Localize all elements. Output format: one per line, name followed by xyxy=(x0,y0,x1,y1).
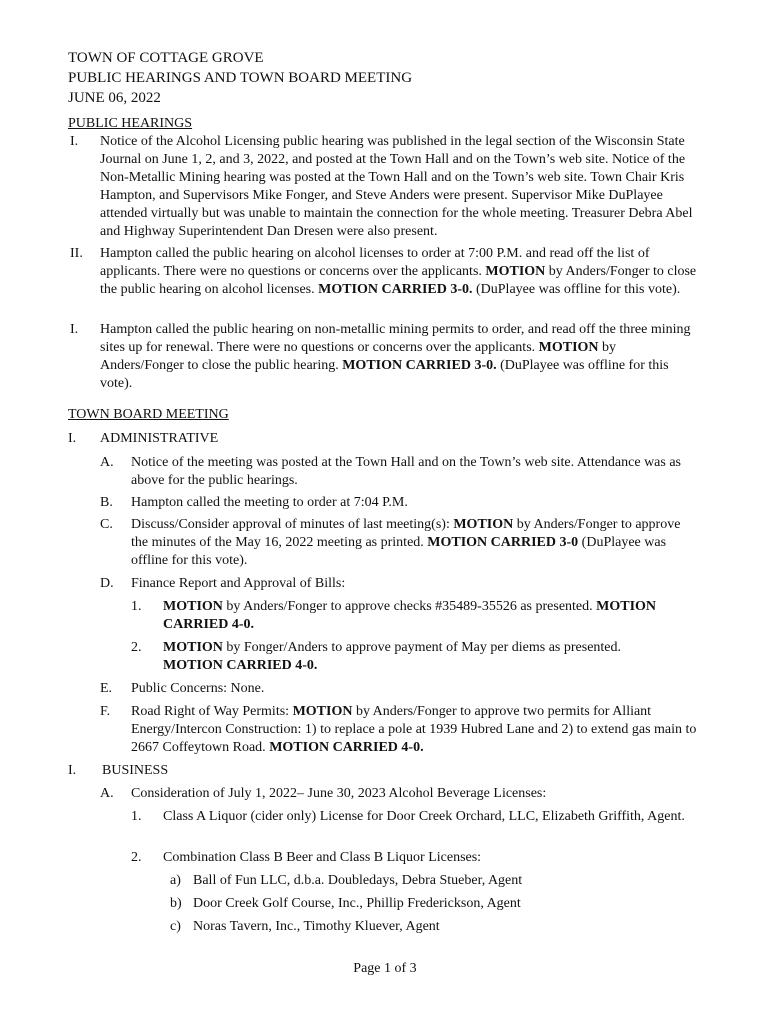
item-letter: D. xyxy=(100,576,114,591)
item-letter: A. xyxy=(100,786,114,801)
document-header xyxy=(68,48,412,108)
item-text xyxy=(131,703,701,757)
item-letter: E. xyxy=(100,681,113,696)
page-footer: Page 1 of 3 xyxy=(353,961,417,976)
header-town: TOWN OF COTTAGE GROVE xyxy=(68,50,264,66)
item-text: Ball of Fun LLC, d.b.a. Doubledays, Debra Stueber, Agent xyxy=(193,873,523,888)
motion-label: MOTION xyxy=(292,704,353,719)
item-text: Notice of the meeting was posted at the Town Hall and on the Town’s web site. Attendance was as above for the public hearings. xyxy=(131,455,682,488)
text-run: (DuPlayee was offline for this vote). xyxy=(131,535,667,568)
text-run: by Anders/Fonger to close the public hearing on alcohol licenses. xyxy=(100,264,697,297)
section-label: BUSINESS xyxy=(102,763,169,778)
motion-label: MOTION xyxy=(163,640,223,655)
motion-label: MOTION xyxy=(485,264,546,279)
text-run: Road Right of Way Permits: xyxy=(131,704,293,719)
motion-result: MOTION CARRIED 3-0. xyxy=(318,282,473,297)
hearing-number: II. xyxy=(70,246,83,261)
item-text: Consideration of July 1, 2022– June 30, 2023 Alcohol Beverage Licenses: xyxy=(131,786,547,801)
section-label: ADMINISTRATIVE xyxy=(100,431,219,446)
header-date: JUNE 06, 2022 xyxy=(68,90,161,106)
item-text: Combination Class B Beer and Class B Liquor Licenses: xyxy=(163,850,482,865)
item-number: 1. xyxy=(131,809,142,824)
header-meeting: PUBLIC HEARINGS AND TOWN BOARD MEETING xyxy=(68,70,413,86)
item-letter: b) xyxy=(170,896,182,911)
item-text: Door Creek Golf Course, Inc., Phillip Frederickson, Agent xyxy=(193,896,521,911)
motion-label: MOTION xyxy=(538,340,599,355)
section-number: I. xyxy=(68,763,77,778)
motion-result: MOTION CARRIED 4-0. xyxy=(163,599,657,632)
text-run: by Anders/Fonger to approve the minutes of the May 16, 2022 meeting as printed. xyxy=(131,517,681,550)
text-run: Hampton called the public hearing on non-metallic mining permits to order, and read off the three mining sites up for renewal. There were no questions or concerns over the applicants. xyxy=(100,322,691,355)
town-board-heading: TOWN BOARD MEETING xyxy=(68,407,229,422)
text-run: by Anders/Fonger to approve two permits for Alliant Energy/Intercon Construction: 1) to replace a pole at 1939 Hubred Lane and 2) to extend gas main to 2667 Coffeytown Road. xyxy=(131,704,697,755)
item-text xyxy=(163,598,703,634)
motion-result: MOTION CARRIED 3-0 xyxy=(427,535,579,550)
motion-result: MOTION CARRIED 3-0. xyxy=(342,358,497,373)
item-letter: c) xyxy=(170,919,181,934)
hearing-text: Notice of the Alcohol Licensing public hearing was published in the legal section of the Wisconsin State Journal on June 1, 2, and 3, 2022, and posted at the Town Hall and on the Town’s web site. Notice of the Non-Metallic Mining hearing was posted at the Town Hall and on the Town’s web site. Town Chair Kris Hampton, and Supervisors Mike Fonger, and Steve Anders were present. Supervisor Mike DuPlayee attended virtually but was unable to maintain the connection for the whole meeting. Treasurer Debra Abel and Highway Superintendent Dan Dresen were also present. xyxy=(100,134,693,239)
item-number: 1. xyxy=(131,599,142,614)
hearing-text xyxy=(100,245,700,299)
item-number: 2. xyxy=(131,850,142,865)
item-text xyxy=(131,516,696,570)
text-run: Hampton called the public hearing on alcohol licenses to order at 7:00 P.M. and read off the list of applicants. There were no questions or concerns over the applicants. xyxy=(100,246,650,279)
item-letter: C. xyxy=(100,517,113,532)
text-run: by Anders/Fonger to approve checks #35489-35526 as presented. xyxy=(222,599,597,614)
item-number: 2. xyxy=(131,640,142,655)
item-letter: A. xyxy=(100,455,114,470)
motion-result: MOTION CARRIED 4-0. xyxy=(269,740,424,755)
text-run: (DuPlayee was offline for this vote). xyxy=(100,358,669,391)
item-text: Hampton called the meeting to order at 7:04 P.M. xyxy=(131,495,408,510)
hearing-number: I. xyxy=(70,134,79,149)
hearing-number: I. xyxy=(70,322,79,337)
section-number: I. xyxy=(68,431,77,446)
item-text: Class A Liquor (cider only) License for Door Creek Orchard, LLC, Elizabeth Griffith, Agent. xyxy=(163,809,685,824)
text-run: (DuPlayee was offline for this vote). xyxy=(472,282,681,297)
item-letter: B. xyxy=(100,495,113,510)
item-text: Finance Report and Approval of Bills: xyxy=(131,576,346,591)
item-letter: a) xyxy=(170,873,181,888)
motion-label: MOTION xyxy=(163,599,223,614)
public-hearings-heading: PUBLIC HEARINGS xyxy=(68,116,193,131)
motion-label: MOTION xyxy=(453,517,514,532)
hearing-text xyxy=(100,321,700,393)
item-text xyxy=(163,639,683,675)
item-text: Public Concerns: None. xyxy=(131,681,265,696)
item-letter: F. xyxy=(100,704,111,719)
text-run: Discuss/Consider approval of minutes of last meeting(s): xyxy=(131,517,454,532)
item-text: Noras Tavern, Inc., Timothy Kluever, Agent xyxy=(193,919,440,934)
motion-result: MOTION CARRIED 4-0. xyxy=(163,658,318,673)
text-run: by Anders/Fonger to close the public hearing. xyxy=(100,340,617,373)
text-run: by Fonger/Anders to approve payment of May per diems as presented. xyxy=(222,640,622,655)
